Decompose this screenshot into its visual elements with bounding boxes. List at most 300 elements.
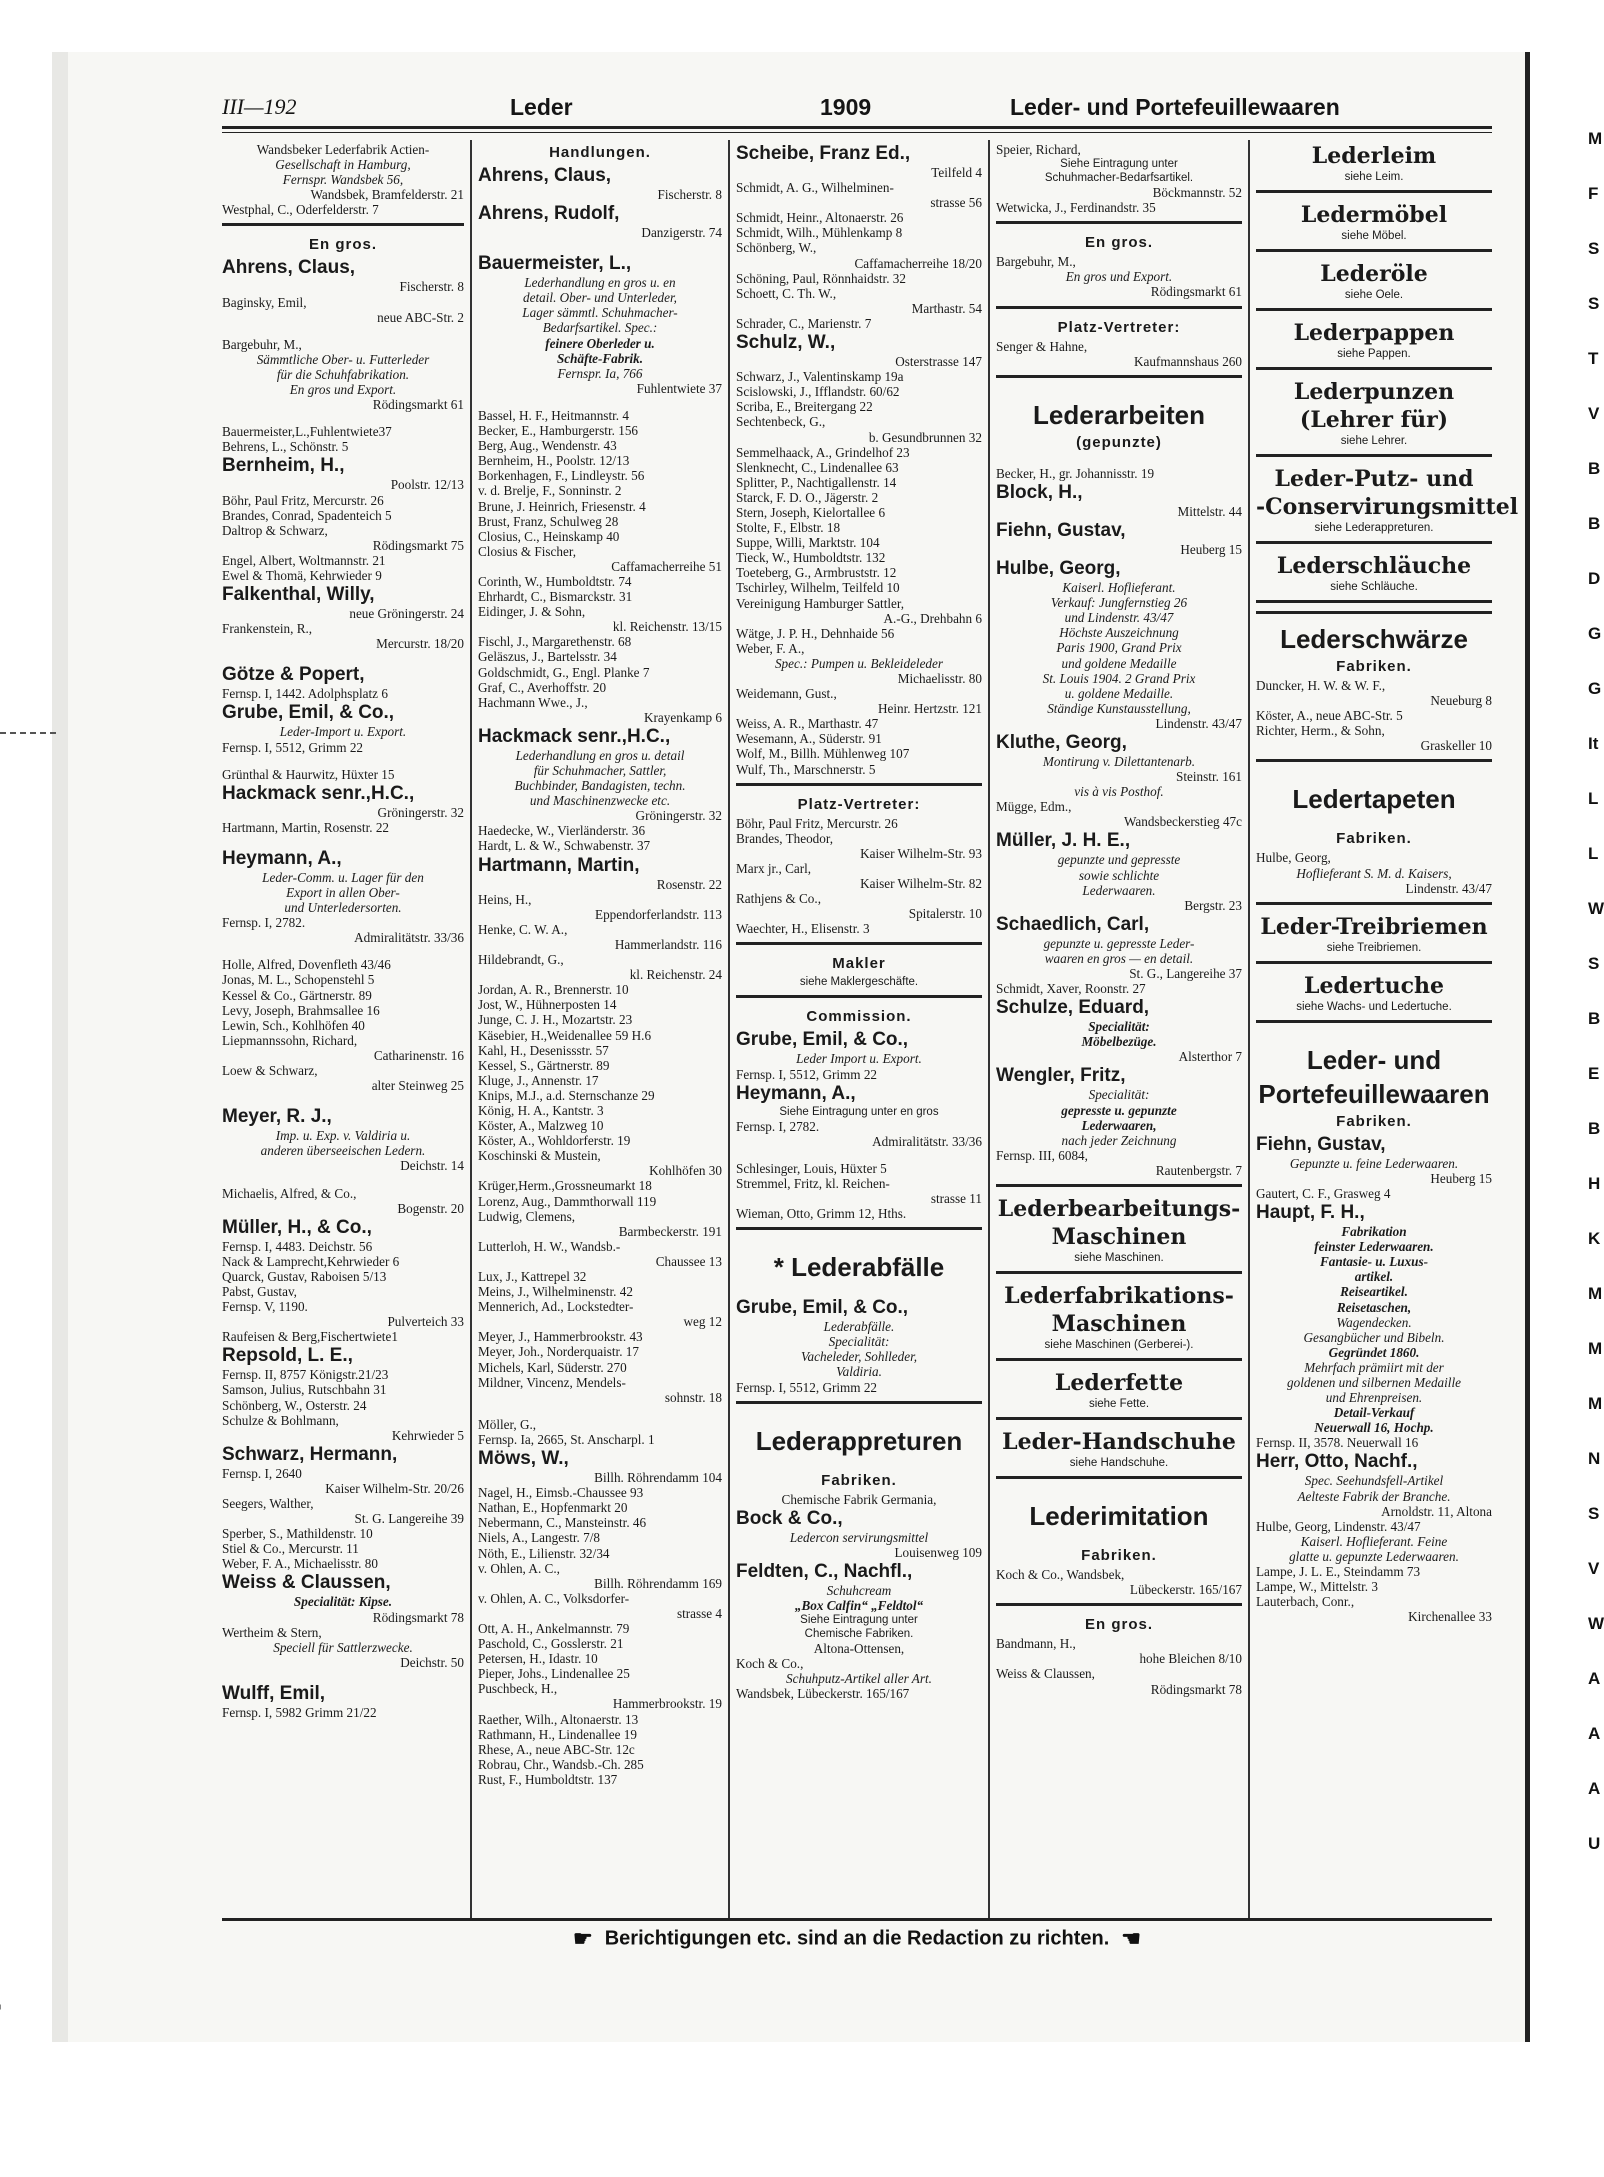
entry-line: Schrader, C., Marienstr. 7 (736, 315, 872, 331)
entry-line: siehe Pappen. (1337, 348, 1411, 360)
entry-line: und Maschinenzwecke etc. (529, 793, 671, 809)
entry-line: Reiseartikel. (1340, 1284, 1408, 1300)
entry-line: siehe Maschinen (Gerberei-). (1044, 1339, 1194, 1352)
entry-line: Lederhandlung en gros u. detail (515, 747, 685, 763)
entry-name: Wulff, Emil, (222, 1682, 326, 1704)
entry-line: Fernsp. Ia, 2665, St. Anscharpl. 1 (478, 1431, 655, 1447)
entry-line: Specialität: (1088, 1019, 1150, 1035)
section-rule (1256, 190, 1492, 193)
entry-line: Sperber, S., Mathildenstr. 10 (222, 1526, 373, 1542)
entry-line: strasse 4 (676, 1605, 722, 1621)
section-rule (1256, 961, 1492, 964)
entry-line: Quarck, Gustav, Raboisen 5/13 (222, 1268, 387, 1284)
entry-line: Pieper, Johs., Lindenallee 25 (478, 1666, 630, 1682)
directory-column-3 (736, 142, 982, 1920)
fragment-letter: S (1588, 239, 1600, 258)
entry-line: siehe Oele. (1344, 289, 1404, 301)
entry-line: Heuberg 15 (1180, 541, 1242, 557)
entry-line: siehe Handschuhe. (1069, 1457, 1169, 1470)
entry-line: Brandes, Theodor, (736, 830, 834, 846)
subsection-heading: Fabriken. (1336, 1112, 1412, 1130)
entry-line: Schönberg, W., (736, 240, 817, 256)
entry-line: waaren en gros — en detail. (1044, 950, 1194, 966)
entry-line: En gros und Export. (289, 382, 397, 398)
entry-line: Schlesinger, Louis, Hüxter 5 (736, 1160, 887, 1176)
entry-line: Robrau, Chr., Wandsb.-Ch. 285 (478, 1756, 644, 1772)
entry-line: Hulbe, Georg, Lindenstr. 43/47 (1256, 1518, 1421, 1534)
entry-line: Bernheim, H., Poolstr. 12/13 (478, 453, 630, 469)
entry-line: Wätge, J. P. H., Dehnhaide 56 (736, 625, 895, 641)
entry-line: Rödingsmarkt 78 (1150, 1681, 1242, 1697)
category-heading: * Lederabfälle (773, 1252, 945, 1283)
entry-line: Kaiser Wilhelm-Str. 20/26 (325, 1480, 464, 1496)
entry-line: St. G. Langereihe 39 (354, 1511, 464, 1527)
entry-line: Kaiserl. Hoflieferant. Feine (1300, 1533, 1448, 1549)
entry-line: siehe Fette. (1088, 1398, 1150, 1411)
entry-line: Kahl, H., Desenissstr. 57 (478, 1042, 609, 1058)
entry-line: Marx jr., Carl, (736, 860, 812, 876)
entry-line: Hammerlandstr. 116 (614, 936, 722, 952)
fragment-letter: A (1588, 1779, 1601, 1798)
fragment-letter: B (1588, 1119, 1601, 1138)
entry-line: alter Steinweg 25 (371, 1078, 464, 1094)
spacer (222, 945, 464, 957)
fragment-letter: N (1588, 1449, 1601, 1468)
binding-bar (1525, 52, 1530, 2042)
side-label (0, 760, 60, 2080)
entry-line: Stremmel, Fritz, kl. Reichen- (736, 1175, 890, 1191)
entry-line: Catharinenstr. 16 (373, 1047, 464, 1063)
entry-line: feinster Lederwaaren. (1314, 1239, 1434, 1255)
entry-line: Speciell für Sattlerzwecke. (273, 1639, 413, 1655)
entry-line: Detail-Verkauf (1333, 1405, 1415, 1421)
entry-line: Specialität: Kipse. (293, 1594, 393, 1610)
entry-line: Paris 1900, Grand Prix (1056, 640, 1182, 656)
entry-line: Michels, Karl, Süderstr. 270 (478, 1359, 627, 1375)
entry-line: Niels, A., Langestr. 7/8 (478, 1530, 600, 1546)
entry-line: Wulf, Th., Marschnerstr. 5 (736, 761, 876, 777)
entry-line: u. goldene Medaille. (1064, 685, 1174, 701)
entry-name: Weiss & Claussen, (222, 1572, 391, 1594)
entry-line: Raether, Wilh., Altonaerstr. 13 (478, 1711, 639, 1727)
entry-line: Rathjens & Co., (736, 891, 821, 907)
entry-line: Henke, C. W. A., (478, 921, 568, 937)
entry-line: Starck, F. D. O., Jägerstr. 2 (736, 489, 879, 505)
entry-name: Hackmack senr.,H.C., (478, 725, 671, 747)
category-heading: Ledermöbel (1300, 202, 1448, 228)
entry-line: Heinr. Hertzstr. 121 (877, 701, 982, 717)
entry-line: Bandmann, H., (996, 1636, 1076, 1652)
entry-line: Weiss & Claussen, (996, 1666, 1095, 1682)
entry-line: Kessel & Co., Gärtnerstr. 89 (222, 987, 372, 1003)
entry-line: Nagel, H., Eimsb.-Chaussee 93 (478, 1485, 644, 1501)
section-rule (1256, 249, 1492, 252)
entry-line: Jordan, A. R., Brennerstr. 10 (478, 982, 629, 998)
entry-line: Heins, H., (478, 891, 532, 907)
entry-line: Gröningerstr. 32 (635, 808, 722, 824)
entry-line: Montirung v. Dilettantenarb. (1042, 753, 1196, 769)
entry-line: vis à vis Posthof. (1074, 784, 1164, 800)
entry-line: Brandes, Conrad, Spadenteich 5 (222, 507, 392, 523)
entry-line: Fernspr. Wandsbek 56, (282, 172, 404, 188)
entry-name: Heymann, A., (222, 847, 342, 869)
section-rule (736, 783, 982, 786)
section-rule (996, 306, 1242, 309)
entry-line: Gesellschaft in Hamburg, (275, 157, 411, 173)
section-rule (1256, 308, 1492, 311)
entry-line: Koch & Co., (736, 1656, 804, 1672)
entry-name: Meyer, R. J., (222, 1106, 332, 1128)
entry-line: Ott, A. H., Ankelmannstr. 79 (478, 1620, 630, 1636)
entry-line: anderen überseeischen Ledern. (260, 1143, 426, 1159)
entry-line: Frankenstein, R., (222, 621, 313, 637)
entry-line: Rautenbergstr. 7 (1155, 1162, 1242, 1178)
subsection-heading: Fabriken. (1081, 1547, 1157, 1565)
entry-line: Arnoldstr. 11, Altona (1381, 1503, 1492, 1519)
category-heading: Lederöle (1320, 261, 1428, 287)
subsection-heading: Fabriken. (821, 1471, 897, 1489)
entry-line: Rosenstr. 22 (656, 876, 722, 892)
fragment-letter: It (1588, 734, 1599, 753)
entry-line: Spec.: Pumpen u. Bekleideleder (774, 655, 944, 671)
header-rule-thin (222, 132, 1492, 133)
entry-line: Samson, Julius, Rutschbahn 31 (222, 1382, 387, 1398)
entry-line: Wertheim & Stern, (222, 1624, 322, 1640)
entry-line: Suppe, Willi, Marktstr. 104 (736, 535, 880, 551)
entry-line: Corinth, W., Humboldtstr. 74 (478, 573, 632, 589)
entry-line: Krayenkamp 6 (644, 709, 722, 725)
entry-line: Geläszus, J., Bartelsstr. 34 (478, 649, 617, 665)
entry-line: Schäfte-Fabrik. (556, 350, 644, 366)
pointing-hand-icon: ☛ (573, 1926, 593, 1951)
entry-line: Senger & Hahne, (996, 338, 1088, 354)
entry-line: „Box Calfin“ „Feldtol“ (794, 1598, 924, 1613)
column-divider (728, 140, 730, 1920)
fragment-letter: K (1588, 1229, 1601, 1248)
subsection-heading: Platz-Vertreter: (797, 795, 921, 813)
entry-line: Leder Import u. Export. (796, 1051, 922, 1067)
footer-text: Berichtigungen etc. sind an die Redaction zu richten. (604, 1927, 1110, 1950)
entry-name: Ahrens, Claus, (222, 257, 356, 279)
entry-line: sohnstr. 18 (664, 1389, 722, 1405)
entry-line: Nebermann, C., Mansteinstr. 46 (478, 1515, 647, 1531)
entry-name: Schaedlich, Carl, (996, 913, 1150, 935)
entry-line: siehe Lederappreturen. (1314, 522, 1434, 534)
entry-line: Grünthal & Haurwitz, Hüxter 15 (222, 766, 395, 782)
entry-line: Ledercon servirungsmittel (789, 1529, 929, 1545)
entry-line: Böhr, Paul Fritz, Mercurstr. 26 (736, 815, 898, 831)
entry-line: Semmelhaack, A., Grindelhof 23 (736, 444, 910, 460)
entry-line: Baginsky, Emil, (222, 294, 307, 310)
entry-line: Lederabfälle. (823, 1319, 895, 1335)
section-rule (1256, 367, 1492, 370)
category-heading: (Lehrer für) (1299, 407, 1449, 433)
entry-line: kl. Reichenstr. 13/15 (612, 619, 722, 635)
spacer (222, 1670, 464, 1682)
entry-line: Hartmann, Martin, Rosenstr. 22 (222, 819, 390, 835)
spacer (996, 454, 1242, 466)
entry-line: Waechter, H., Elisenstr. 3 (736, 921, 870, 937)
entry-line: nach jeder Zeichnung (1061, 1132, 1177, 1148)
entry-name: Ahrens, Claus, (478, 165, 612, 186)
entry-line: Aelteste Fabrik der Branche. (1297, 1488, 1451, 1504)
entry-line: Raufeisen & Berg,Fischertwiete1 (222, 1329, 398, 1345)
entry-line: Export in allen Ober- (286, 885, 400, 900)
section-rule (736, 1227, 982, 1230)
entry-line: Fischl, J., Margarethenstr. 68 (478, 634, 632, 650)
category-heading: Portefeuillewaaren (1258, 1078, 1490, 1109)
entry-line: Fernsp. I, 1442. Adolphsplatz 6 (222, 686, 388, 702)
entry-line: siehe Treibriemen. (1326, 941, 1422, 954)
entry-line: Bargebuhr, M., (996, 254, 1076, 270)
category-heading: Ledertapeten (1292, 784, 1456, 815)
entry-name: Bernheim, H., (222, 455, 345, 477)
entry-line: Wagendecken. (1336, 1314, 1412, 1330)
entry-line: Lorenz, Aug., Dammthorwall 119 (478, 1193, 657, 1209)
section-rule (996, 1603, 1242, 1606)
entry-line: Möbelbezüge. (1081, 1034, 1157, 1050)
entry-line: strasse 11 (930, 1190, 982, 1206)
entry-line: Graskeller 10 (1420, 738, 1492, 754)
fragment-letter: B (1588, 514, 1601, 533)
section-rule (1256, 454, 1492, 457)
entry-line: Spitalerstr. 10 (908, 906, 982, 922)
entry-line: Leder-Comm. u. Lager für den (262, 869, 424, 885)
entry-line: Goldschmidt, G., Engl. Planke 7 (478, 664, 650, 680)
entry-line: Gautert, C. F., Grasweg 4 (1256, 1185, 1391, 1201)
entry-line: Bergstr. 23 (1184, 897, 1242, 913)
entry-line: Marthastr. 54 (911, 300, 982, 316)
entry-line: Specialität: (1088, 1087, 1150, 1103)
directory-column-2 (478, 142, 722, 1920)
entry-line: Rödingsmarkt 75 (372, 537, 464, 553)
entry-line: Knips, M.J., a.d. Sternschanze 29 (478, 1087, 655, 1103)
category-heading: Lederimitation (1029, 1501, 1209, 1532)
entry-name: Ahrens, Rudolf, (478, 203, 620, 225)
section-rule (996, 1476, 1242, 1479)
entry-name: Grube, Emil, & Co., (222, 702, 395, 724)
entry-line: Mercurstr. 18/20 (376, 636, 464, 652)
entry-line: Neuerwall 16, Hochp. (1314, 1420, 1434, 1436)
entry-line: Lederwaaren. (1082, 882, 1156, 898)
entry-line: Hoflieferant S. M. d. Kaisers, (1296, 865, 1452, 881)
entry-line: Schmidt, Xaver, Roonstr. 27 (996, 981, 1146, 997)
entry-line: A.-G., Drehbahn 6 (883, 610, 982, 626)
entry-name: Kluthe, Georg, (996, 731, 1127, 753)
fragment-letter: L (1588, 789, 1599, 808)
entry-line: König, H. A., Kantstr. 3 (478, 1102, 604, 1118)
entry-line: Höchste Auszeichnung (1059, 625, 1179, 641)
entry-line: Weber, F. A., Michaelisstr. 80 (222, 1556, 378, 1572)
entry-line: Fernsp. I, 5982 Grimm 21/22 (222, 1704, 377, 1720)
entry-line: Pabst, Gustav, (222, 1283, 297, 1299)
entry-line: Haedecke, W., Vierländerstr. 36 (478, 823, 646, 839)
entry-line: und Ehrenpreisen. (1325, 1390, 1423, 1406)
category-heading: -Conservirungsmittel (1256, 494, 1519, 520)
entry-line: Köster, A., Wohldorferstr. 19 (478, 1133, 631, 1149)
entry-line: siehe Maschinen. (1074, 1252, 1164, 1265)
entry-line: Wandsbeker Lederfabrik Actien- (256, 142, 430, 157)
entry-line: Gegründet 1860. (1328, 1344, 1420, 1360)
spacer (222, 755, 464, 767)
entry-line: Rust, F., Humboldtstr. 137 (478, 1771, 618, 1787)
spacer (736, 1458, 982, 1470)
entry-name: Hartmann, Martin, (478, 854, 640, 876)
entry-line: Wolf, M., Billh. Mühlenweg 107 (736, 746, 910, 762)
entry-line: Köster, A., Malzweg 10 (478, 1118, 604, 1134)
fragment-letter: D (1588, 569, 1601, 588)
entry-line: Vacheleder, Sohlleder, (800, 1349, 918, 1365)
entry-line: Fernsp. III, 6084, (996, 1147, 1088, 1163)
entry-name: Haupt, F. H., (1256, 1202, 1365, 1224)
entry-line: Fernsp. I, 5512, Grimm 22 (736, 1066, 878, 1082)
entry-line: Lewin, Sch., Kohlhöfen 40 (222, 1017, 365, 1033)
entry-line: gepunzte u. gepresste Leder- (1043, 935, 1195, 951)
subsection-heading: Fabriken. (1336, 658, 1412, 675)
category-heading: Maschinen (1051, 1224, 1187, 1251)
entry-line: Lutterloh, H. W., Wandsb.- (478, 1238, 621, 1254)
entry-line: Kehrwieder 5 (391, 1427, 464, 1443)
entry-line: Rödingsmarkt 78 (372, 1609, 464, 1625)
entry-line: Jost, W., Hühnerposten 14 (478, 997, 617, 1013)
entry-line: Speier, Richard, (996, 142, 1081, 157)
entry-line: Sechtenbeck, G., (736, 414, 826, 430)
category-heading: Lederschwärze (1280, 624, 1468, 654)
entry-name: Schulz, W., (736, 332, 836, 354)
section-rule (1256, 541, 1492, 544)
entry-line: Fernsp. I, 2782. (736, 1118, 820, 1134)
entry-line: siehe Lehrer. (1340, 435, 1408, 447)
entry-line: Graf, C., Averhoffstr. 20 (478, 679, 607, 695)
entry-line: Fernspr. Ia, 766 (557, 365, 643, 381)
entry-line: Lindenstr. 43/47 (1155, 715, 1242, 731)
entry-line: Wieman, Otto, Grimm 12, Hths. (736, 1206, 907, 1222)
entry-line: Spec. Seehundsfell-Artikel (1304, 1473, 1444, 1489)
entry-line: für Schuhmacher, Sattler, (533, 763, 667, 778)
entry-line: Danzigerstr. 74 (641, 225, 722, 241)
entry-line: kl. Reichenstr. 24 (629, 967, 722, 983)
entry-name: Fiehn, Gustav, (1256, 1133, 1386, 1155)
entry-line: Fernsp. I, 5512, Grimm 22 (736, 1379, 878, 1395)
entry-line: Meins, J., Wilhelminenstr. 42 (478, 1284, 633, 1300)
fragment-letter: M (1588, 1284, 1603, 1303)
fragment-letter: M (1588, 1339, 1603, 1358)
entry-line: Wandsbek, Bramfelderstr. 21 (310, 187, 464, 203)
entry-line: Brust, Franz, Schulweg 28 (478, 513, 619, 529)
entry-name: Müller, H., & Co., (222, 1216, 372, 1238)
fragment-letter: F (1588, 184, 1599, 203)
entry-line: Scislowski, J., Ifflandstr. 60/62 (736, 384, 900, 400)
fragment-letter: A (1588, 1724, 1601, 1743)
entry-line: Siehe Eintragung unter (1060, 158, 1178, 171)
entry-line: Brune, J. Heinrich, Friesenstr. 4 (478, 498, 646, 514)
directory-column-5 (1256, 142, 1519, 1920)
fragment-letter: G (1588, 624, 1602, 643)
entry-line: v. Ohlen, A. C., (478, 1560, 560, 1576)
fragment-letter: H (1588, 1174, 1601, 1193)
entry-line: gepresste u. gepunzte (1061, 1102, 1177, 1118)
entry-line: Möller, G., (478, 1416, 537, 1432)
entry-line: Schöning, Paul, Rönnhaidstr. 32 (736, 270, 906, 286)
header-year: 1909 (820, 94, 872, 120)
entry-line: Lederhandlung en gros u. en (524, 275, 676, 291)
entry-line: St. Louis 1904. 2 Grand Prix (1042, 670, 1196, 686)
section-rule (1256, 902, 1492, 905)
entry-line: Kaiser Wilhelm-Str. 82 (860, 876, 982, 892)
entry-line: Paschold, C., Gosslerstr. 21 (478, 1636, 624, 1652)
entry-line: Lager sämmtl. Schuhmacher- (522, 305, 678, 321)
spacer (996, 1533, 1242, 1545)
spacer (736, 1238, 982, 1250)
entry-line: Fernsp. I, 4483. Deichstr. 56 (222, 1238, 373, 1254)
subsection-heading: Handlungen. (549, 144, 651, 161)
fragment-letter: G (1588, 679, 1602, 698)
entry-line: Fabrikation (1341, 1224, 1407, 1240)
column-divider (1248, 140, 1250, 1920)
cut-mark (0, 732, 56, 734)
fragment-letter: T (1588, 349, 1599, 368)
entry-line: Schmidt, Heinr., Altonaerstr. 26 (736, 210, 904, 226)
entry-line: Neueburg 8 (1430, 693, 1492, 709)
entry-line: Meyer, Joh., Norderquaistr. 17 (478, 1344, 639, 1360)
side-label-text (0, 1703, 2, 2060)
entry-line: Deichstr. 14 (400, 1158, 464, 1174)
entry-line: und Lindenstr. 43/47 (1064, 610, 1174, 626)
entry-line: Altona-Ottensen, (813, 1641, 905, 1657)
category-heading: Lederleim (1311, 143, 1437, 169)
directory-column-4 (996, 142, 1242, 1920)
entry-line: Billh. Röhrendamm 104 (594, 1470, 722, 1486)
entry-line: b. Gesundbrunnen 32 (868, 429, 982, 445)
entry-name: Falkenthal, Willy, (222, 584, 375, 606)
entry-line: Meyer, J., Hammerbrookstr. 43 (478, 1329, 643, 1345)
spacer (1256, 1031, 1492, 1043)
entry-line: Louisenweg 109 (894, 1544, 982, 1560)
entry-name: Block, H., (996, 481, 1083, 503)
entry-line: gepunzte und gepresste (1057, 852, 1181, 868)
entry-line: Hulbe, Georg, (1256, 850, 1331, 866)
entry-line: Schönberg, W., Osterstr. 24 (222, 1397, 367, 1413)
entry-line: Imp. u. Exp. v. Valdiria u. (275, 1128, 411, 1144)
subsection-heading: Makler (832, 955, 886, 973)
entry-line: Loew & Schwarz, (222, 1063, 318, 1079)
entry-line: Kluge, J., Annenstr. 17 (478, 1072, 599, 1088)
fragment-letter: E (1588, 1064, 1600, 1083)
entry-line: Gesangbücher und Bibeln. (1303, 1329, 1445, 1345)
entry-line: Fernsp. II, 3578. Neuerwall 16 (1256, 1435, 1419, 1451)
entry-line: Hardt, L. & W., Schwabenstr. 37 (478, 838, 651, 854)
entry-line: Schwarz, J., Valentinskamp 19a (736, 369, 904, 385)
entry-line: Richter, Herm., & Sohn, (1256, 723, 1385, 739)
entry-name: Möws, W., (478, 1448, 569, 1470)
entry-line: siehe Schläuche. (1330, 581, 1418, 593)
entry-line: Reisetaschen, (1336, 1299, 1412, 1315)
entry-name: Schwarz, Hermann, (222, 1443, 398, 1465)
subsection-heading: En gros. (1084, 1616, 1153, 1634)
entry-line: Koch & Co., Wandsbek, (996, 1567, 1125, 1583)
entry-line: Seegers, Walther, (222, 1496, 314, 1511)
entry-line: Vereinigung Hamburger Sattler, (736, 595, 905, 611)
category-heading: Leder-Treibriemen (1260, 913, 1488, 940)
entry-line: Fernsp. V, 1190. (222, 1299, 308, 1315)
entry-line: siehe Maklergeschäfte. (799, 976, 919, 989)
entry-line: Becker, H., gr. Johannisstr. 19 (996, 465, 1155, 481)
spacer (736, 1412, 982, 1424)
entry-line: und Unterledersorten. (284, 900, 402, 916)
subsection-heading: Fabriken. (1336, 830, 1412, 848)
entry-line: Eidinger, J. & Sohn, (478, 604, 586, 620)
entry-line: Rödingsmarkt 61 (1150, 284, 1242, 300)
